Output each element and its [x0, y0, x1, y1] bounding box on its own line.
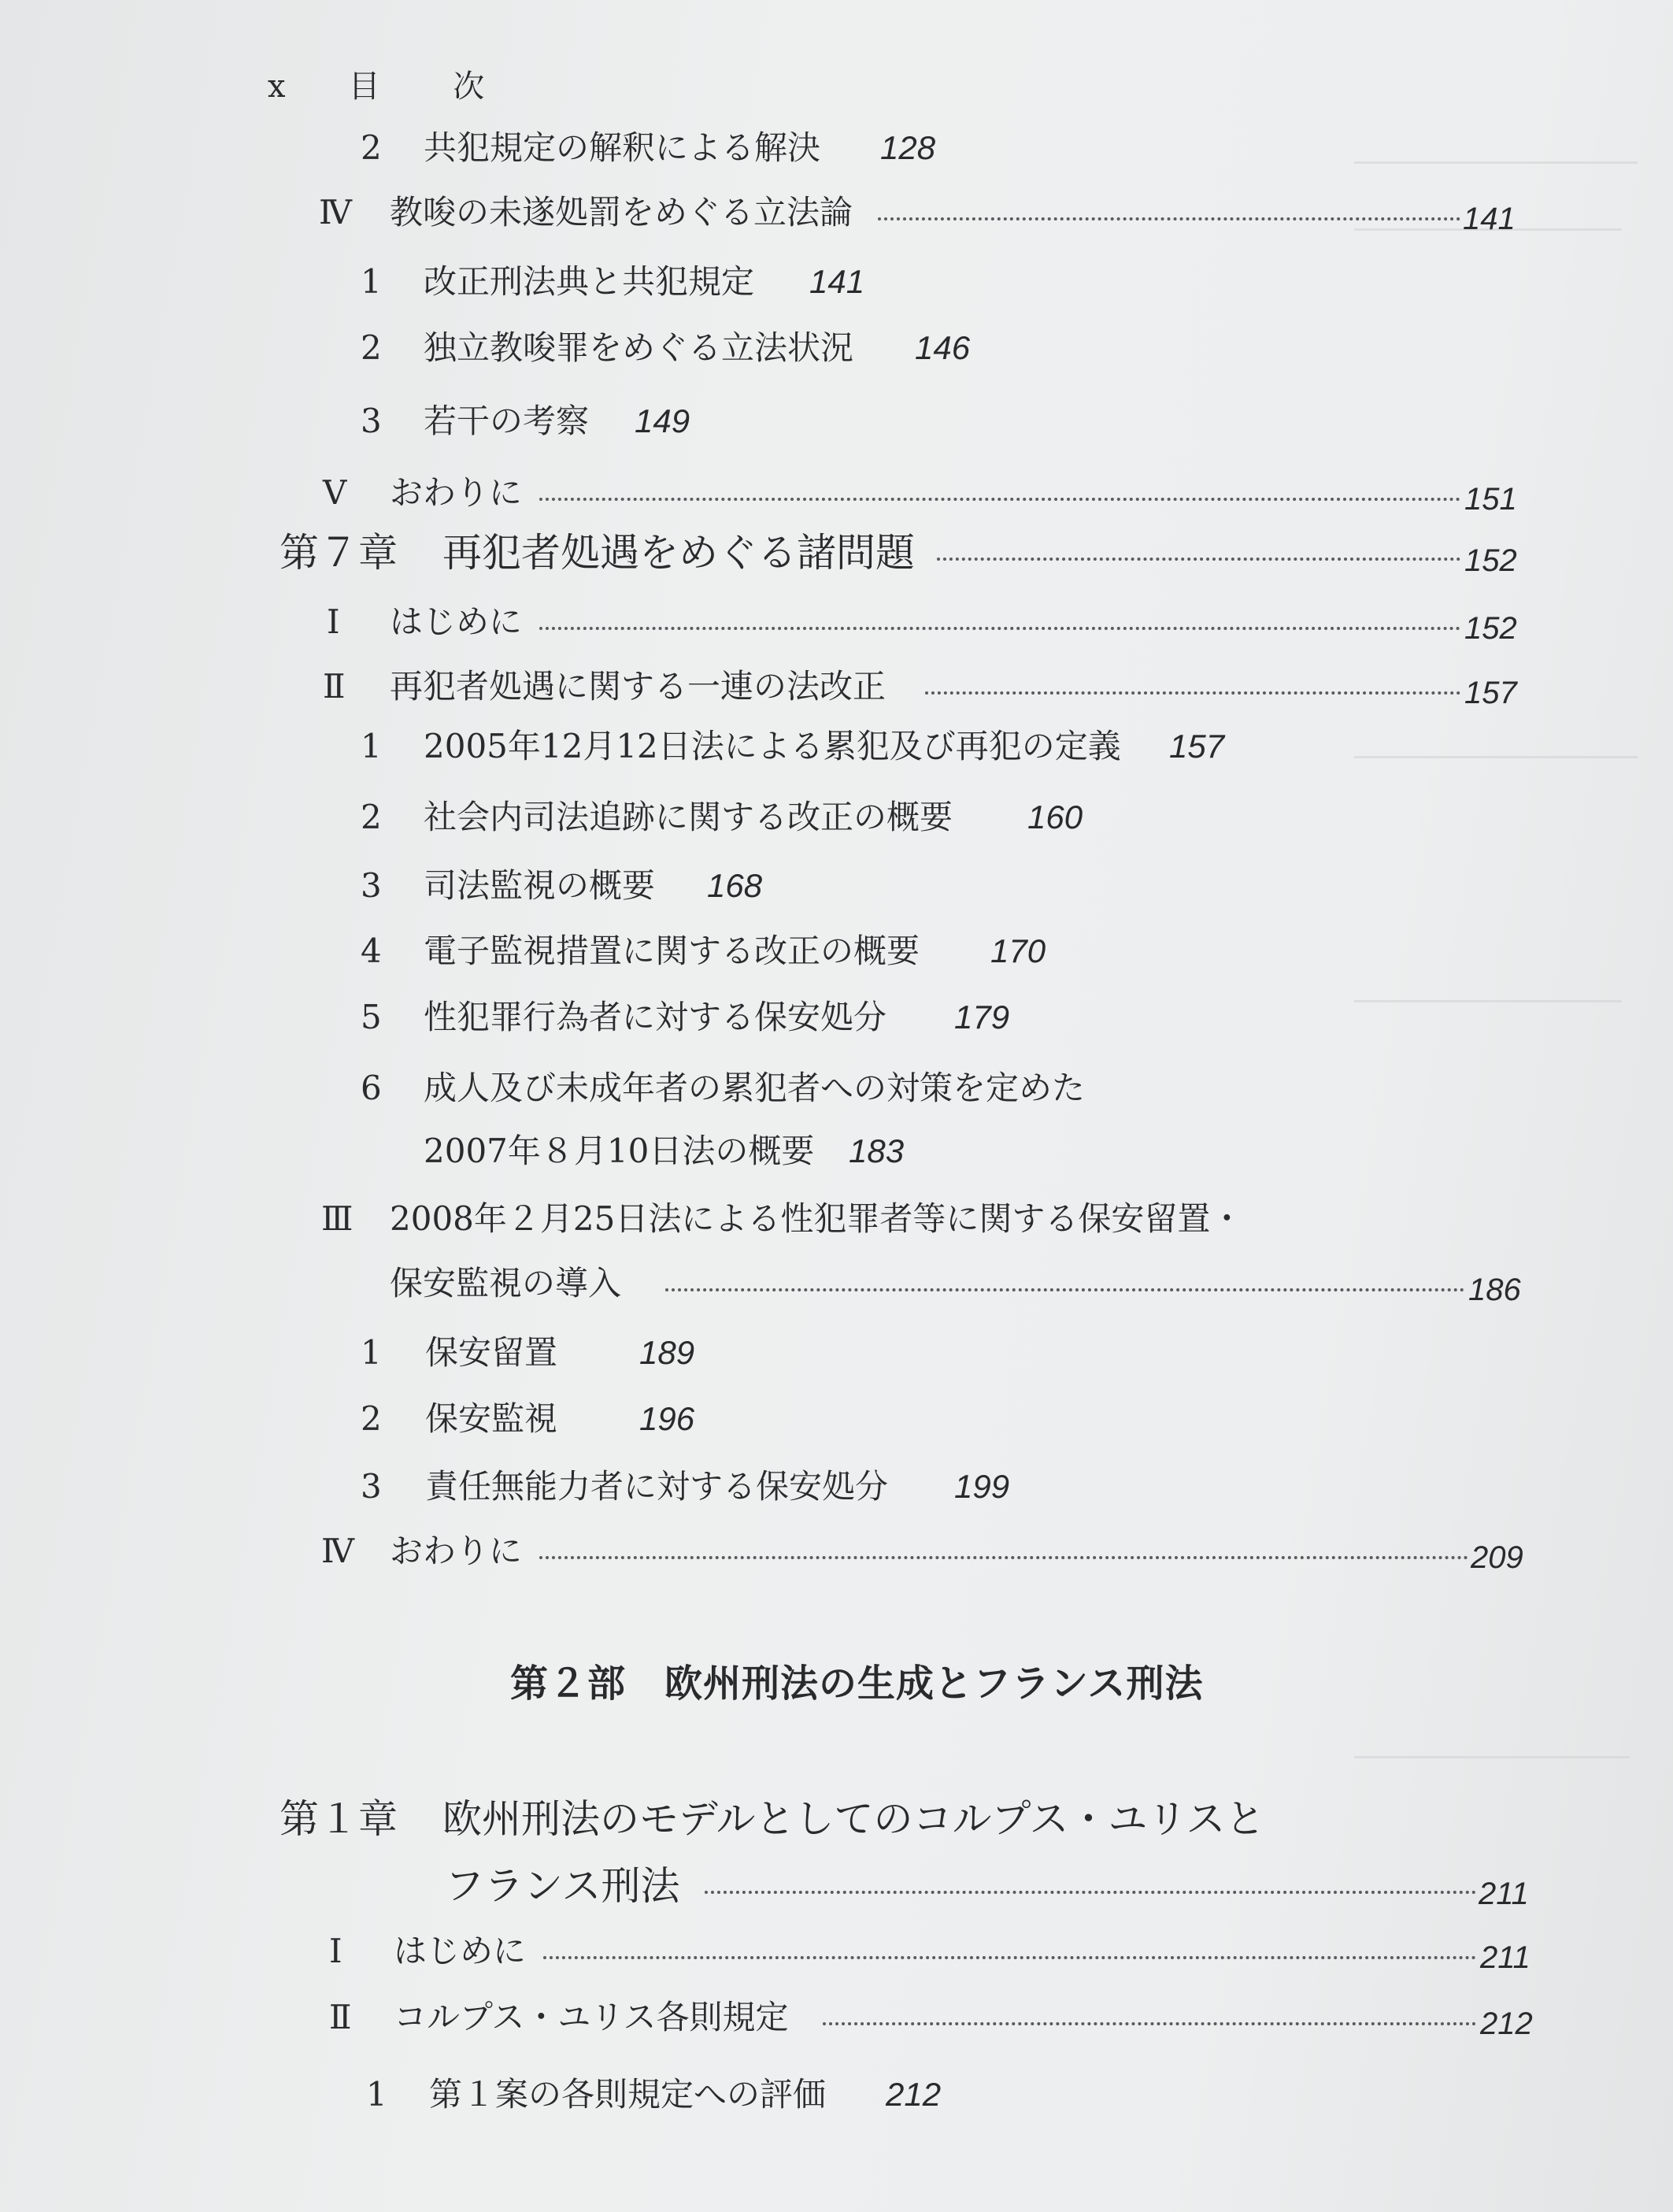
- entry-page: 212: [886, 2076, 942, 2113]
- section-number: 1: [361, 1333, 382, 1372]
- entry-page: 209: [1471, 1540, 1523, 1575]
- section-number: 4: [361, 932, 382, 970]
- entry-title: 独立教唆罪をめぐる立法状況: [424, 328, 854, 367]
- entry-page: 212: [1480, 2006, 1533, 2041]
- section-number: Ⅰ: [329, 1932, 342, 1970]
- entry-page: 141: [1463, 202, 1516, 236]
- entry-title: 性犯罪行為者に対する保安処分: [424, 998, 887, 1036]
- entry-title: 共犯規定の解釈による解決: [424, 128, 821, 167]
- entry-title: おわりに: [390, 1532, 523, 1570]
- entry-page: 152: [1464, 543, 1517, 578]
- entry-title: 教唆の未遂処罰をめぐる立法論: [390, 193, 853, 232]
- chapter-number: 第７章: [279, 530, 398, 576]
- entry-title: 再犯者処遇に関する一連の法改正: [390, 667, 886, 706]
- entry-page: 146: [915, 329, 971, 366]
- entry-page: 141: [809, 263, 865, 300]
- entry-title: コルプス・ユリス各則規定: [394, 1998, 789, 2036]
- section-number: 1: [361, 727, 382, 765]
- entry-page: 170: [990, 932, 1046, 969]
- entry-page: 149: [635, 402, 690, 439]
- entry-page: 128: [880, 129, 936, 166]
- section-number: Ⅳ: [319, 193, 352, 232]
- section-number: 2: [361, 1399, 382, 1438]
- dot-leader: [543, 1912, 1476, 1959]
- entry-page: 199: [954, 1468, 1010, 1505]
- entry-title: はじめに: [390, 602, 523, 641]
- entry-page: 151: [1464, 482, 1517, 517]
- entry-title: 司法監視の概要: [424, 866, 656, 905]
- dot-leader: [539, 454, 1460, 501]
- section-number: 6: [361, 1069, 382, 1107]
- entry-title: おわりに: [390, 473, 523, 512]
- section-number: Ⅳ: [321, 1532, 354, 1570]
- entry-title: 電子監視措置に関する改正の概要: [424, 932, 920, 970]
- section-number: 2: [361, 128, 382, 167]
- entry-page: 183: [849, 1132, 905, 1169]
- dot-leader: [665, 1244, 1464, 1291]
- section-number: 5: [361, 998, 382, 1036]
- chapter-title: 欧州刑法のモデルとしてのコルプス・ユリスと: [442, 1796, 1265, 1842]
- entry-page: 168: [707, 867, 763, 904]
- entry-title: 保安留置: [425, 1333, 558, 1372]
- entry-page: 189: [639, 1334, 695, 1371]
- entry-page: 157: [1169, 728, 1225, 765]
- dot-leader: [823, 1978, 1476, 2025]
- entry-page: 179: [954, 999, 1010, 1036]
- page-roman-numeral: x: [268, 69, 317, 105]
- section-number: Ⅱ: [323, 667, 346, 706]
- entry-title: 2005年12月12日法による累犯及び再犯の定義: [424, 727, 1121, 765]
- dot-leader: [878, 173, 1460, 220]
- entry-title: 2008年２月25日法による性犯罪者等に関する保安留置・: [390, 1199, 1244, 1238]
- entry-page: 186: [1468, 1273, 1521, 1307]
- entry-title: 責任無能力者に対する保安処分: [425, 1467, 889, 1506]
- section-number: 1: [366, 2075, 387, 2114]
- entry-title: 改正刑法典と共犯規定: [424, 262, 755, 301]
- entry-page: 211: [1479, 1877, 1529, 1911]
- entry-title-continued: 2007年８月10日法の概要: [424, 1132, 815, 1170]
- entry-title: 社会内司法追跡に関する改正の概要: [424, 798, 953, 836]
- chapter-title-continued: フランス刑法: [445, 1863, 680, 1909]
- dot-leader: [937, 513, 1460, 561]
- running-header: [268, 61, 516, 106]
- section-number: 1: [361, 262, 382, 301]
- entry-title: はじめに: [394, 1932, 527, 1970]
- section-number: 3: [361, 866, 382, 905]
- chapter-number: 第１章: [279, 1796, 398, 1842]
- section-number: Ⅰ: [327, 602, 340, 641]
- dot-leader: [539, 1512, 1468, 1559]
- show-through-line: [1354, 756, 1638, 758]
- show-through-line: [1354, 1756, 1630, 1758]
- section-number: 3: [361, 1467, 382, 1506]
- entry-page: 196: [639, 1400, 695, 1437]
- section-number: Ⅱ: [329, 1998, 352, 2036]
- section-number: Ⅴ: [323, 473, 347, 512]
- show-through-line: [1354, 1000, 1622, 1002]
- entry-page: 211: [1480, 1940, 1530, 1975]
- section-number: 3: [361, 402, 382, 440]
- entry-title: 成人及び未成年者の累犯者への対策を定めた: [424, 1069, 1086, 1107]
- show-through-line: [1354, 161, 1638, 164]
- part-heading[interactable]: 第２部 欧州刑法の生成とフランス刑法: [510, 1662, 1204, 1706]
- entry-page: 160: [1027, 798, 1083, 836]
- chapter-title: 再犯者処遇をめぐる諸問題: [442, 530, 915, 576]
- dot-leader: [705, 1847, 1476, 1894]
- entry-page: 152: [1464, 611, 1517, 646]
- entry-page: 157: [1464, 676, 1517, 710]
- dot-leader: [925, 647, 1460, 695]
- entry-title: 保安監視: [425, 1399, 558, 1438]
- entry-title: 若干の考察: [424, 402, 590, 440]
- dot-leader: [539, 583, 1460, 630]
- entry-title: 第１案の各則規定への評価: [429, 2075, 827, 2114]
- header-title: 目 次: [348, 69, 516, 105]
- section-number: 2: [361, 798, 382, 836]
- section-number: Ⅲ: [321, 1199, 353, 1238]
- section-number: 2: [361, 328, 382, 367]
- entry-title-continued: 保安監視の導入: [390, 1264, 622, 1302]
